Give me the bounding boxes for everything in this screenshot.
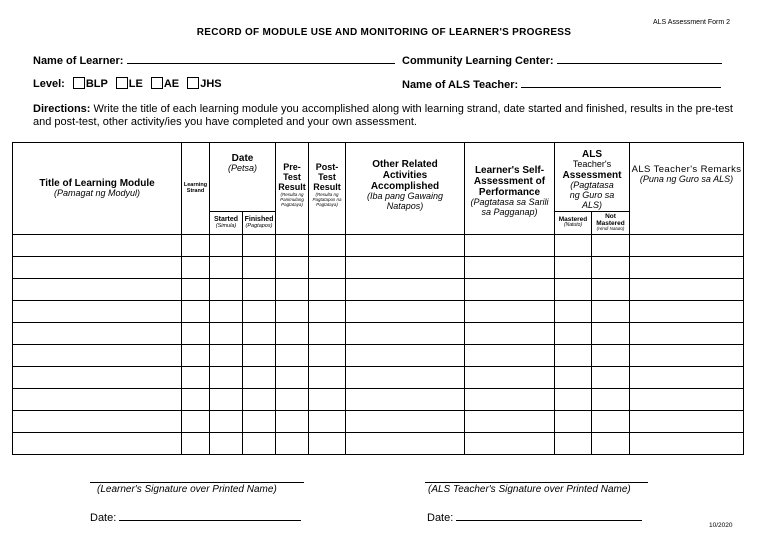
table-cell[interactable] (182, 432, 210, 454)
table-row (13, 256, 744, 278)
header-started-sub: (Simula) (215, 223, 237, 230)
table-cell[interactable] (309, 388, 346, 410)
table-cell[interactable] (346, 322, 465, 344)
header-mastered-sub: (Natuto) (563, 222, 583, 229)
table-cell[interactable] (309, 300, 346, 322)
table-cell[interactable] (182, 322, 210, 344)
table-cell[interactable] (346, 256, 465, 278)
level-option-jhs: JHS (200, 78, 222, 90)
header-self-main: Learner's Self-Assessment of Performance (473, 165, 546, 198)
table-cell[interactable] (13, 322, 182, 344)
clc-field[interactable] (402, 53, 722, 67)
table-row (13, 278, 744, 300)
table-cell[interactable] (555, 344, 592, 366)
header-notmastered-l1: Not (605, 212, 616, 220)
level-checkbox-le[interactable] (116, 77, 128, 89)
header-posttest-l3: Result (313, 181, 341, 192)
table-cell[interactable] (243, 432, 276, 454)
header-remarks-sub: (Puna ng Guro sa ALS) (639, 174, 734, 185)
table-cell[interactable] (276, 410, 309, 432)
table-cell[interactable] (465, 322, 555, 344)
table-cell[interactable] (13, 300, 182, 322)
table-row (13, 410, 744, 432)
header-mastered-main: Mastered (558, 216, 588, 224)
table-cell[interactable] (309, 344, 346, 366)
header-date-sub: (Petsa) (227, 163, 257, 173)
table-cell[interactable] (276, 300, 309, 322)
teacher-date-field[interactable] (427, 510, 642, 524)
level-checkbox-blp[interactable] (73, 77, 85, 89)
header-notmastered-l2: Mastered (596, 220, 625, 228)
table-cell[interactable] (592, 388, 630, 410)
page-title: RECORD OF MODULE USE AND MONITORING OF LEARNER'S PROGRESS (196, 27, 572, 38)
als-teacher-label: Name of ALS Teacher: (402, 79, 519, 91)
learner-date-label: Date: (90, 512, 117, 524)
table-row (13, 366, 744, 388)
level-option-ae: AE (163, 78, 180, 90)
module-record-table (12, 142, 744, 455)
directions (33, 103, 743, 129)
table-cell[interactable] (630, 410, 744, 432)
table-cell[interactable] (182, 388, 210, 410)
table-cell[interactable] (592, 322, 630, 344)
table-cell[interactable] (276, 256, 309, 278)
table-cell[interactable] (592, 278, 630, 300)
table-cell[interactable] (309, 256, 346, 278)
table-cell[interactable] (630, 300, 744, 322)
header-pretest-l1: Pre- (283, 162, 301, 172)
header-other-sub: (Iba pang Gawaing Natapos) (366, 191, 444, 211)
level-option-blp: BLP (85, 78, 108, 90)
als-teacher-field[interactable] (402, 77, 721, 91)
level-checkbox-jhs[interactable] (187, 77, 199, 89)
table-cell[interactable] (276, 432, 309, 454)
table-cell[interactable] (630, 344, 744, 366)
table-cell[interactable] (276, 322, 309, 344)
table-cell[interactable] (243, 366, 276, 388)
table-cell[interactable] (309, 278, 346, 300)
table-cell[interactable] (346, 300, 465, 322)
learner-signature-line (90, 482, 304, 483)
table-cell[interactable] (592, 234, 630, 256)
header-notmastered-sub: (Hindi Natuto) (596, 226, 625, 232)
header-posttest-sub: (Resulta ng Pagtatapos na Pagtataya) (312, 191, 342, 207)
header-self (465, 143, 555, 235)
table-cell[interactable] (276, 278, 309, 300)
table-cell[interactable] (592, 344, 630, 366)
header-title-sub: (Pamagat ng Modyul) (53, 187, 141, 198)
table-cell[interactable] (210, 388, 243, 410)
table-cell[interactable] (592, 432, 630, 454)
table-cell[interactable] (592, 410, 630, 432)
table-cell[interactable] (309, 432, 346, 454)
table-cell[interactable] (182, 410, 210, 432)
table-cell[interactable] (346, 388, 465, 410)
table-cell[interactable] (13, 410, 182, 432)
table-row (13, 432, 744, 454)
learner-signature-label: (Learner's Signature over Printed Name) (97, 484, 277, 495)
clc-line (557, 53, 722, 64)
learner-date-field[interactable] (90, 510, 301, 524)
directions-text: Write the title of each learning module you accomplished along with learning strand, date started and finished, results in the pre-test and post-test, other activity/ies you have completed and your own assessment. (33, 103, 733, 128)
teacher-signature-label: (ALS Teacher's Signature over Printed Name) (428, 484, 631, 495)
table-cell[interactable] (13, 278, 182, 300)
level-label: Level: (33, 78, 65, 90)
header-date (210, 143, 276, 212)
header-title (13, 143, 182, 235)
table-cell[interactable] (555, 234, 592, 256)
table-cell[interactable] (630, 256, 744, 278)
table-cell[interactable] (555, 366, 592, 388)
table-cell[interactable] (555, 410, 592, 432)
header-started-main: Started (213, 215, 239, 223)
table-cell[interactable] (182, 344, 210, 366)
table-cell[interactable] (276, 388, 309, 410)
table-cell[interactable] (630, 366, 744, 388)
header-remarks-main: ALS Teacher's Remarks (631, 164, 742, 175)
directions-label: Directions: (33, 103, 91, 115)
header-pretest (276, 143, 309, 235)
als-teacher-line (521, 77, 721, 88)
table-cell[interactable] (555, 256, 592, 278)
table-cell[interactable] (210, 366, 243, 388)
table-cell[interactable] (210, 322, 243, 344)
teacher-signature-line (425, 482, 648, 483)
header-remarks (630, 143, 744, 235)
header-title-main: Title of Learning Module (39, 177, 155, 189)
table-cell[interactable] (465, 432, 555, 454)
table-cell[interactable] (555, 388, 592, 410)
header-als-l2: Teacher's (572, 159, 612, 169)
header-als-sub: (Pagtatasa ng Guro sa ALS) (569, 179, 615, 210)
header-pretest-sub: (Resulta ng Panimulang Pagtataya) (280, 191, 304, 207)
header-started (210, 211, 243, 234)
table-cell[interactable] (465, 234, 555, 256)
table-cell[interactable] (346, 366, 465, 388)
table-cell[interactable] (13, 256, 182, 278)
learner-name-field[interactable] (33, 53, 395, 67)
table-row (13, 344, 744, 366)
table-cell[interactable] (182, 234, 210, 256)
header-date-main: Date (231, 153, 254, 164)
header-strand-line1: Learning (183, 182, 208, 189)
header-notmastered (592, 211, 630, 234)
table-cell[interactable] (243, 344, 276, 366)
table-cell[interactable] (243, 388, 276, 410)
table-cell[interactable] (346, 432, 465, 454)
header-finished-sub: (Pagtapos) (245, 223, 273, 230)
table-cell[interactable] (465, 344, 555, 366)
table-cell[interactable] (13, 344, 182, 366)
table-cell[interactable] (555, 322, 592, 344)
table-cell[interactable] (630, 388, 744, 410)
table-cell[interactable] (243, 256, 276, 278)
header-other (346, 143, 465, 235)
table-cell[interactable] (555, 300, 592, 322)
header-strand-line2: Strand (186, 188, 205, 195)
table-cell[interactable] (182, 366, 210, 388)
table-cell[interactable] (592, 300, 630, 322)
header-posttest (309, 143, 346, 235)
table-cell[interactable] (346, 234, 465, 256)
table-cell[interactable] (182, 278, 210, 300)
table-cell[interactable] (465, 256, 555, 278)
table-cell[interactable] (309, 322, 346, 344)
table-cell[interactable] (13, 234, 182, 256)
table-row (13, 234, 744, 256)
table-cell[interactable] (182, 300, 210, 322)
table-cell[interactable] (243, 300, 276, 322)
table-cell[interactable] (309, 366, 346, 388)
table-cell[interactable] (182, 256, 210, 278)
learner-name-label: Name of Learner: (33, 55, 124, 67)
table-cell[interactable] (309, 234, 346, 256)
table-cell[interactable] (210, 344, 243, 366)
table-row (13, 322, 744, 344)
level-field (33, 77, 222, 90)
table-cell[interactable] (13, 432, 182, 454)
teacher-date-label: Date: (427, 512, 454, 524)
table-cell[interactable] (210, 410, 243, 432)
table-cell[interactable] (13, 366, 182, 388)
table-cell[interactable] (346, 410, 465, 432)
table-cell[interactable] (555, 278, 592, 300)
table-cell[interactable] (276, 234, 309, 256)
table-cell[interactable] (210, 256, 243, 278)
header-mastered (555, 211, 592, 234)
header-als-l1: ALS (582, 149, 602, 160)
header-strand (182, 143, 210, 235)
table-cell[interactable] (243, 410, 276, 432)
header-als-l3: Assessment (562, 169, 622, 181)
form-number: ALS Assessment Form 2 (653, 19, 731, 26)
table-cell[interactable] (276, 366, 309, 388)
table-cell[interactable] (243, 234, 276, 256)
header-als (555, 143, 630, 212)
level-option-le: LE (128, 78, 143, 90)
table-cell[interactable] (630, 322, 744, 344)
table-cell[interactable] (592, 366, 630, 388)
table-body (13, 234, 744, 454)
table-cell[interactable] (465, 388, 555, 410)
table-cell[interactable] (592, 256, 630, 278)
table-cell[interactable] (465, 278, 555, 300)
header-posttest-l2: Test (318, 171, 336, 182)
header-pretest-l2: Test (283, 171, 301, 182)
table-row (13, 300, 744, 322)
table-cell[interactable] (210, 300, 243, 322)
level-checkbox-ae[interactable] (151, 77, 163, 89)
teacher-date-line (456, 510, 642, 521)
header-finished (243, 211, 276, 234)
header-other-main: Other Related Activities Accomplished (370, 159, 440, 192)
table-cell[interactable] (555, 432, 592, 454)
header-finished-main: Finished (244, 215, 274, 223)
header-pretest-l3: Result (278, 181, 306, 192)
learner-date-line (119, 510, 301, 521)
learner-name-line (127, 53, 395, 64)
table-cell[interactable] (309, 410, 346, 432)
table-cell[interactable] (13, 388, 182, 410)
table-cell[interactable] (346, 278, 465, 300)
header-posttest-l1: Post- (315, 162, 339, 172)
table-row (13, 388, 744, 410)
table-cell[interactable] (465, 300, 555, 322)
table-cell[interactable] (630, 278, 744, 300)
clc-label: Community Learning Center: (402, 55, 554, 67)
table-cell[interactable] (243, 278, 276, 300)
table-cell[interactable] (630, 432, 744, 454)
table-cell[interactable] (243, 322, 276, 344)
table-cell[interactable] (210, 234, 243, 256)
table-cell[interactable] (210, 278, 243, 300)
table-cell[interactable] (210, 432, 243, 454)
table-cell[interactable] (346, 344, 465, 366)
table-cell[interactable] (465, 366, 555, 388)
table-cell[interactable] (465, 410, 555, 432)
table-cell[interactable] (630, 234, 744, 256)
footer-code: 10/2020 (709, 522, 733, 529)
header-self-sub: (Pagtatasa sa Sarili sa Pagganap) (470, 197, 549, 217)
table-cell[interactable] (276, 344, 309, 366)
